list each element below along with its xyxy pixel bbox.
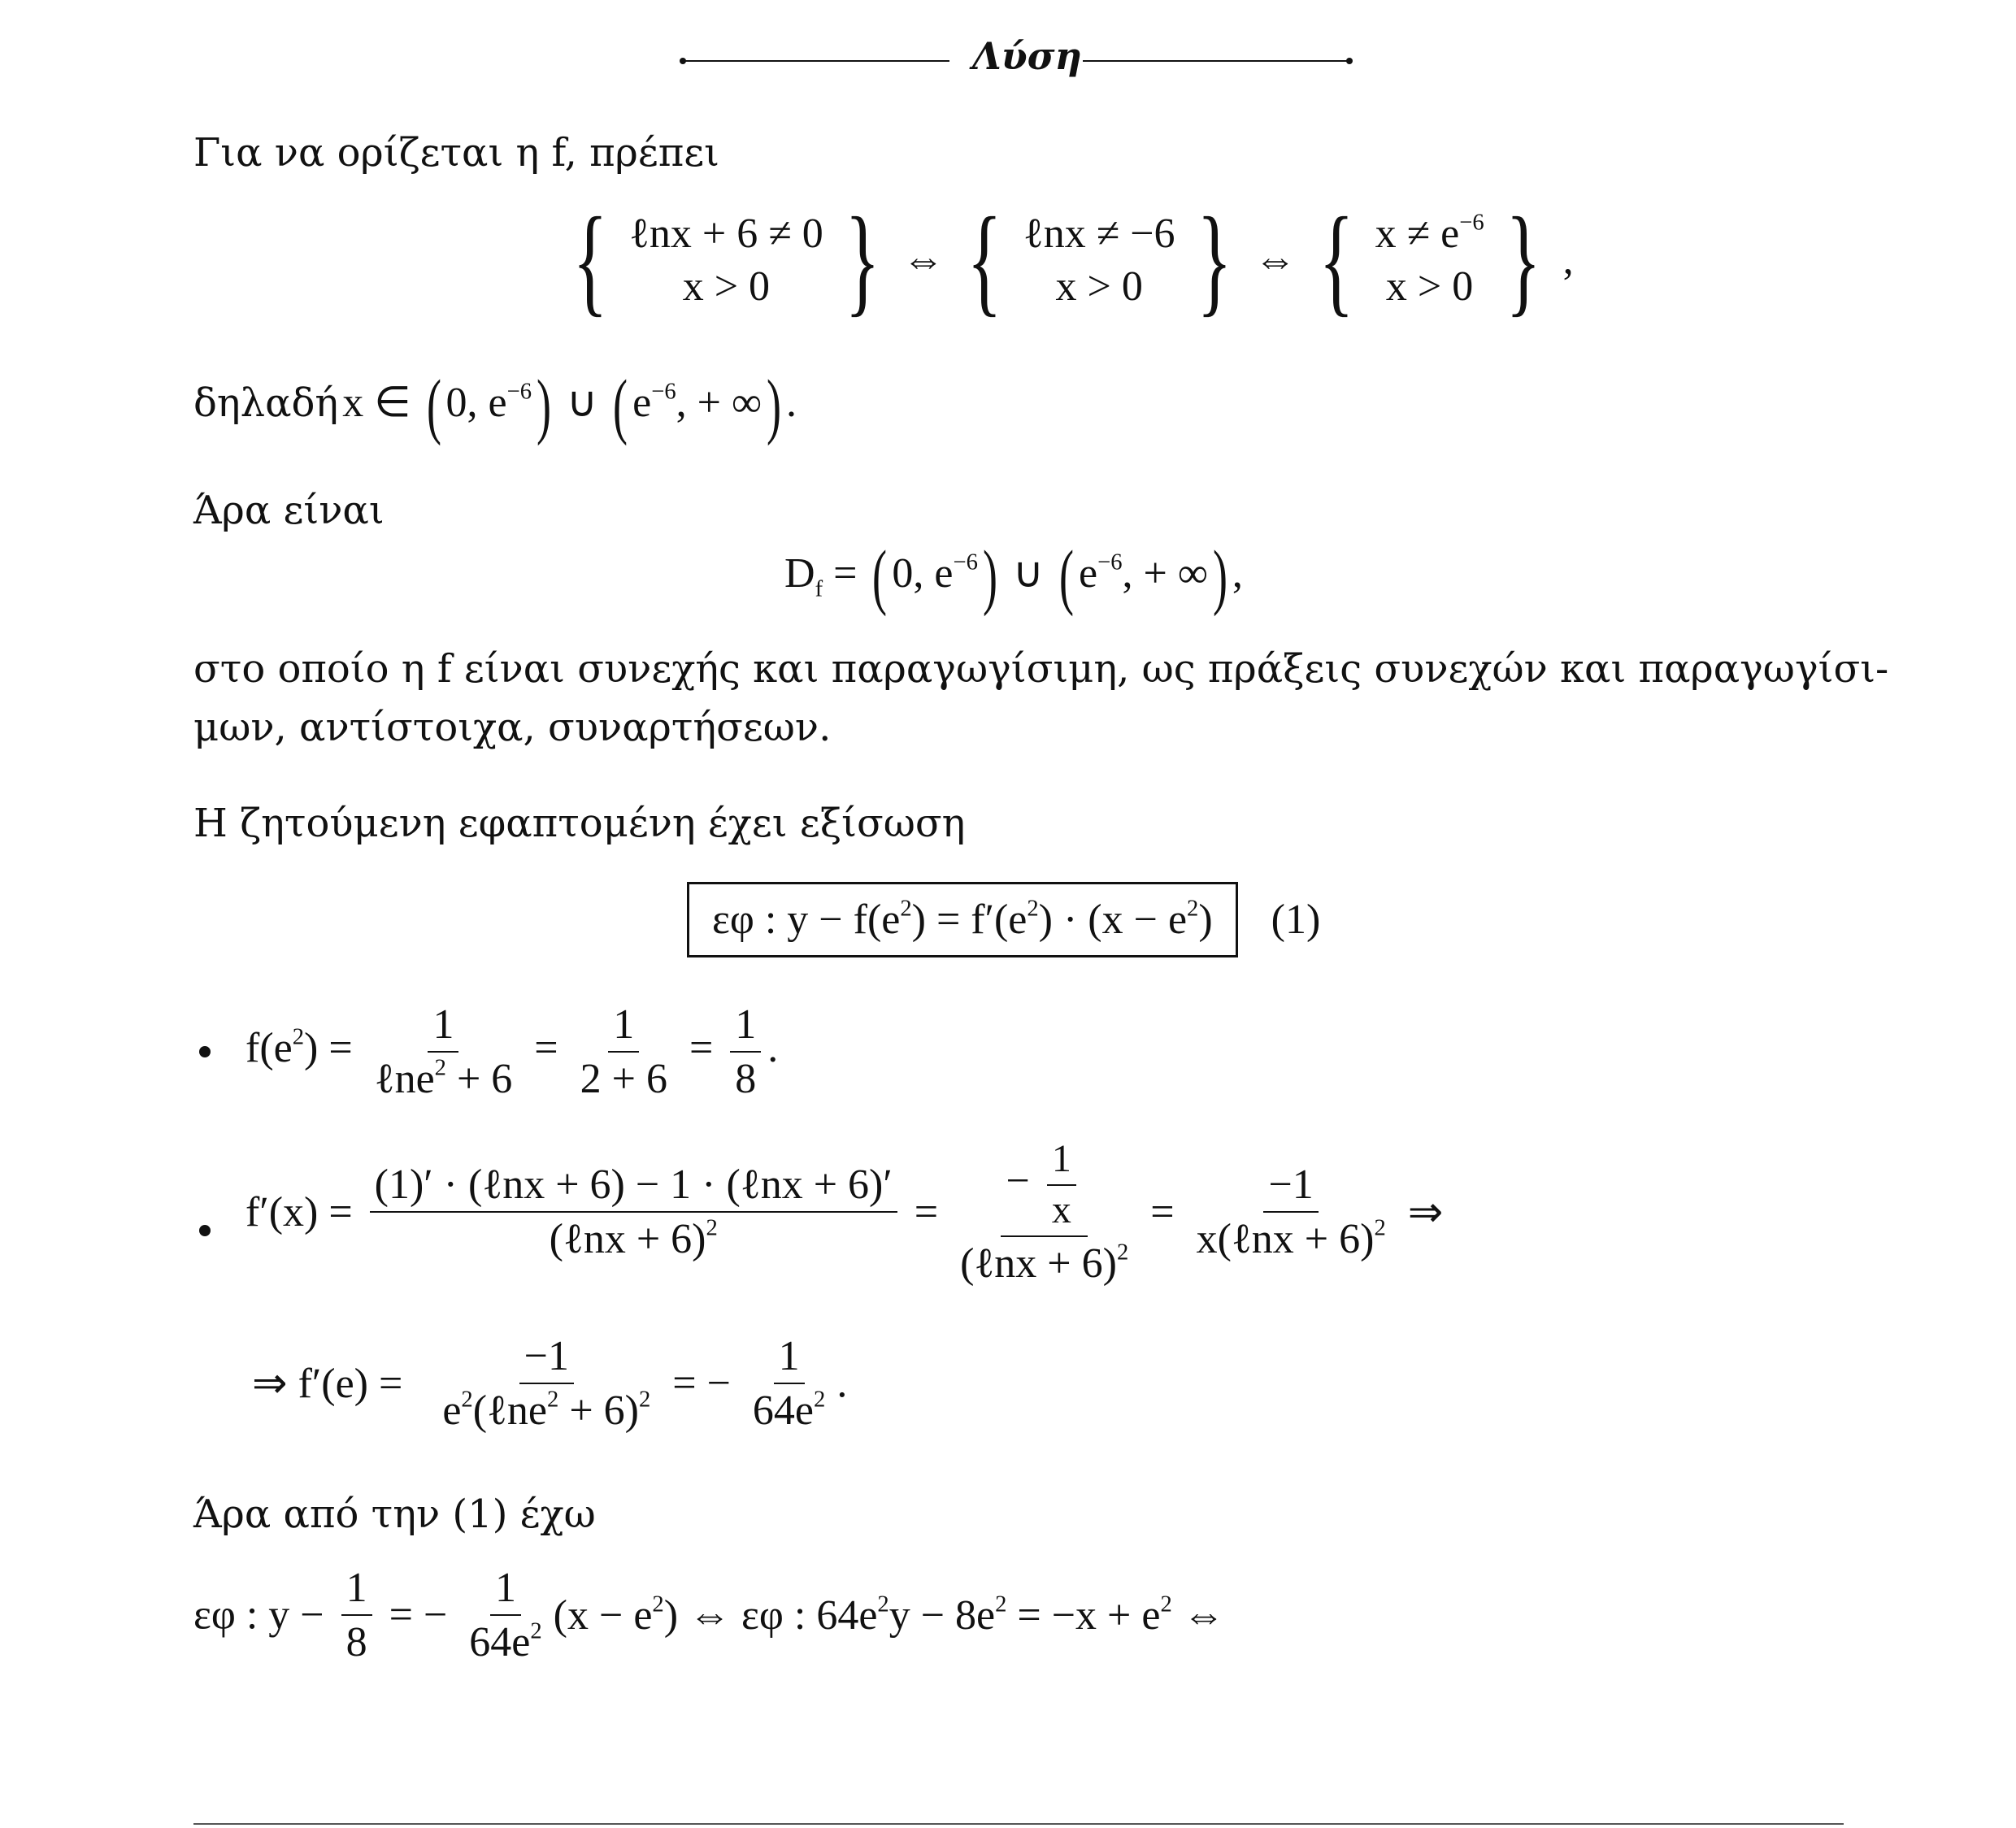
page-bottom-rule [193,1823,1844,1825]
system-1: { ℓnx + 6 ≠ 0 x > 0 } [572,193,880,328]
tangent-equation: εφ : $y - f(e^2) = f'(e^2) \cdot (x - e^2)$ [687,882,1238,957]
paragraph-so-is: Άρα είναι [193,488,385,533]
equiv-symbol: ⇔ [1253,237,1297,284]
paragraph-tangent-intro: Η ζητούμενη εφαπτομένη έχει εξίσωση [193,801,966,846]
x-in: x ∈ [342,379,411,426]
derivative-of-f: f′(x) = $\frac{\text{(1)′ · (ℓnx + 6) − 1 · (ℓnx + 6)′}}{(\ell nx + 6)^2}$ = − $\frac{1}{x}$ (ℓnx + 6)$^2$ = $\frac{-1}{x(\ell nx + 6)^2}$ ⇒ [245,1137,1444,1287]
fraction: − $\frac{1}{x}$ (ℓnx + 6)$^2$ [960,1137,1129,1287]
equation-label-1: (1) [1271,897,1321,943]
conditions-systems [561,193,1574,328]
fraction: $\frac{1}{64e^2}$ [752,1333,826,1435]
tangent-equation-box [687,882,1320,957]
fraction: $\frac{1}{64e^2}$ [469,1565,542,1666]
heading-left-rule [683,60,949,62]
f-of-e-squared: $f(e^2)$ = $\frac{1}{\ell ne^2 + 6}$ = $\frac{1}{2 + 6}$ = $\frac{1}{8}$ . [245,1001,779,1103]
paragraph-from-1: Άρα από την (1) έχω [193,1491,596,1537]
comma: , [1562,237,1574,284]
system-3-top: $x \ne e^{-6}$ [1375,210,1484,257]
heading-right-rule [1083,60,1349,62]
fraction: $\frac{1}{2 + 6}$ [580,1001,667,1103]
system-1-bottom: x > 0 [682,263,771,310]
union-symbol: ∪ [567,379,598,426]
system-3: { $x \ne e^{-6}$ x > 0 } [1318,193,1541,328]
paragraph-continuity-line-1: στο οποίο η f είναι συνεχής και παραγωγίσιμη, ως πράξεις συνεχών και παραγωγίσι- [193,646,1889,692]
bullet-2 [199,1225,211,1236]
equiv-symbol: ⇔ [902,237,945,284]
system-3-bottom: x > 0 [1385,263,1474,310]
system-2-bottom: x > 0 [1055,263,1143,310]
fraction: $\frac{-1}{e^2(\ell ne^2 + 6)^2}$ [442,1333,651,1435]
fraction: $\frac{1}{8}$ [730,1001,761,1102]
paragraph-continuity-line-2: μων, αντίστοιχα, συναρτήσεων. [193,705,832,750]
section-title: Λύση [972,34,1082,78]
paragraph-definition-condition: Για να ορίζεται η f, πρέπει [193,130,719,176]
interval-2: $e^{-6}$, + ∞ [632,379,763,426]
derivative-at-e: ⇒ f′(e) = $\frac{-1}{e^2(\ell ne^2 + 6)^2}$ = − $\frac{1}{64e^2}$ . [252,1333,848,1435]
fraction: $\frac{\text{(1)′ · (ℓnx + 6) − 1 · (ℓnx + 6)′}}{(\ell nx + 6)^2}$ [370,1161,897,1262]
fraction: $\frac{1}{\ell ne^2 + 6}$ [374,1001,513,1103]
interval-1: 0, $e^{-6}$ [445,379,532,426]
fraction: $\frac{-1}{x(\ell nx + 6)^2}$ [1196,1161,1386,1263]
system-1-top: ℓnx + 6 ≠ 0 [629,211,823,257]
tangent-final-equation: εφ : y − $\frac{1}{8}$ = − $\frac{1}{64e^2}$ $(x - e^2)$ ⇔ εφ : $64e^2y - 8e^2 = -x + e^2$ ⇔ [193,1565,1225,1666]
text-that-is: δηλαδή [193,380,339,426]
system-2: { ℓnx ≠ −6 x > 0 } [967,193,1232,328]
heading-right-dot [1346,58,1353,64]
bullet-1 [199,1046,211,1057]
paragraph-domain-interval: δηλαδή x ∈ ( 0, $e^{-6}$) ∪ ( $e^{-6}$, + ∞) . [193,366,797,446]
fraction: $\frac{1}{8}$ [341,1565,372,1665]
system-2-top: ℓnx ≠ −6 [1023,211,1175,257]
domain-equation: $D_f$ = ( 0, $e^{-6}$) ∪ ( $e^{-6}$, + ∞) , [784,536,1243,617]
